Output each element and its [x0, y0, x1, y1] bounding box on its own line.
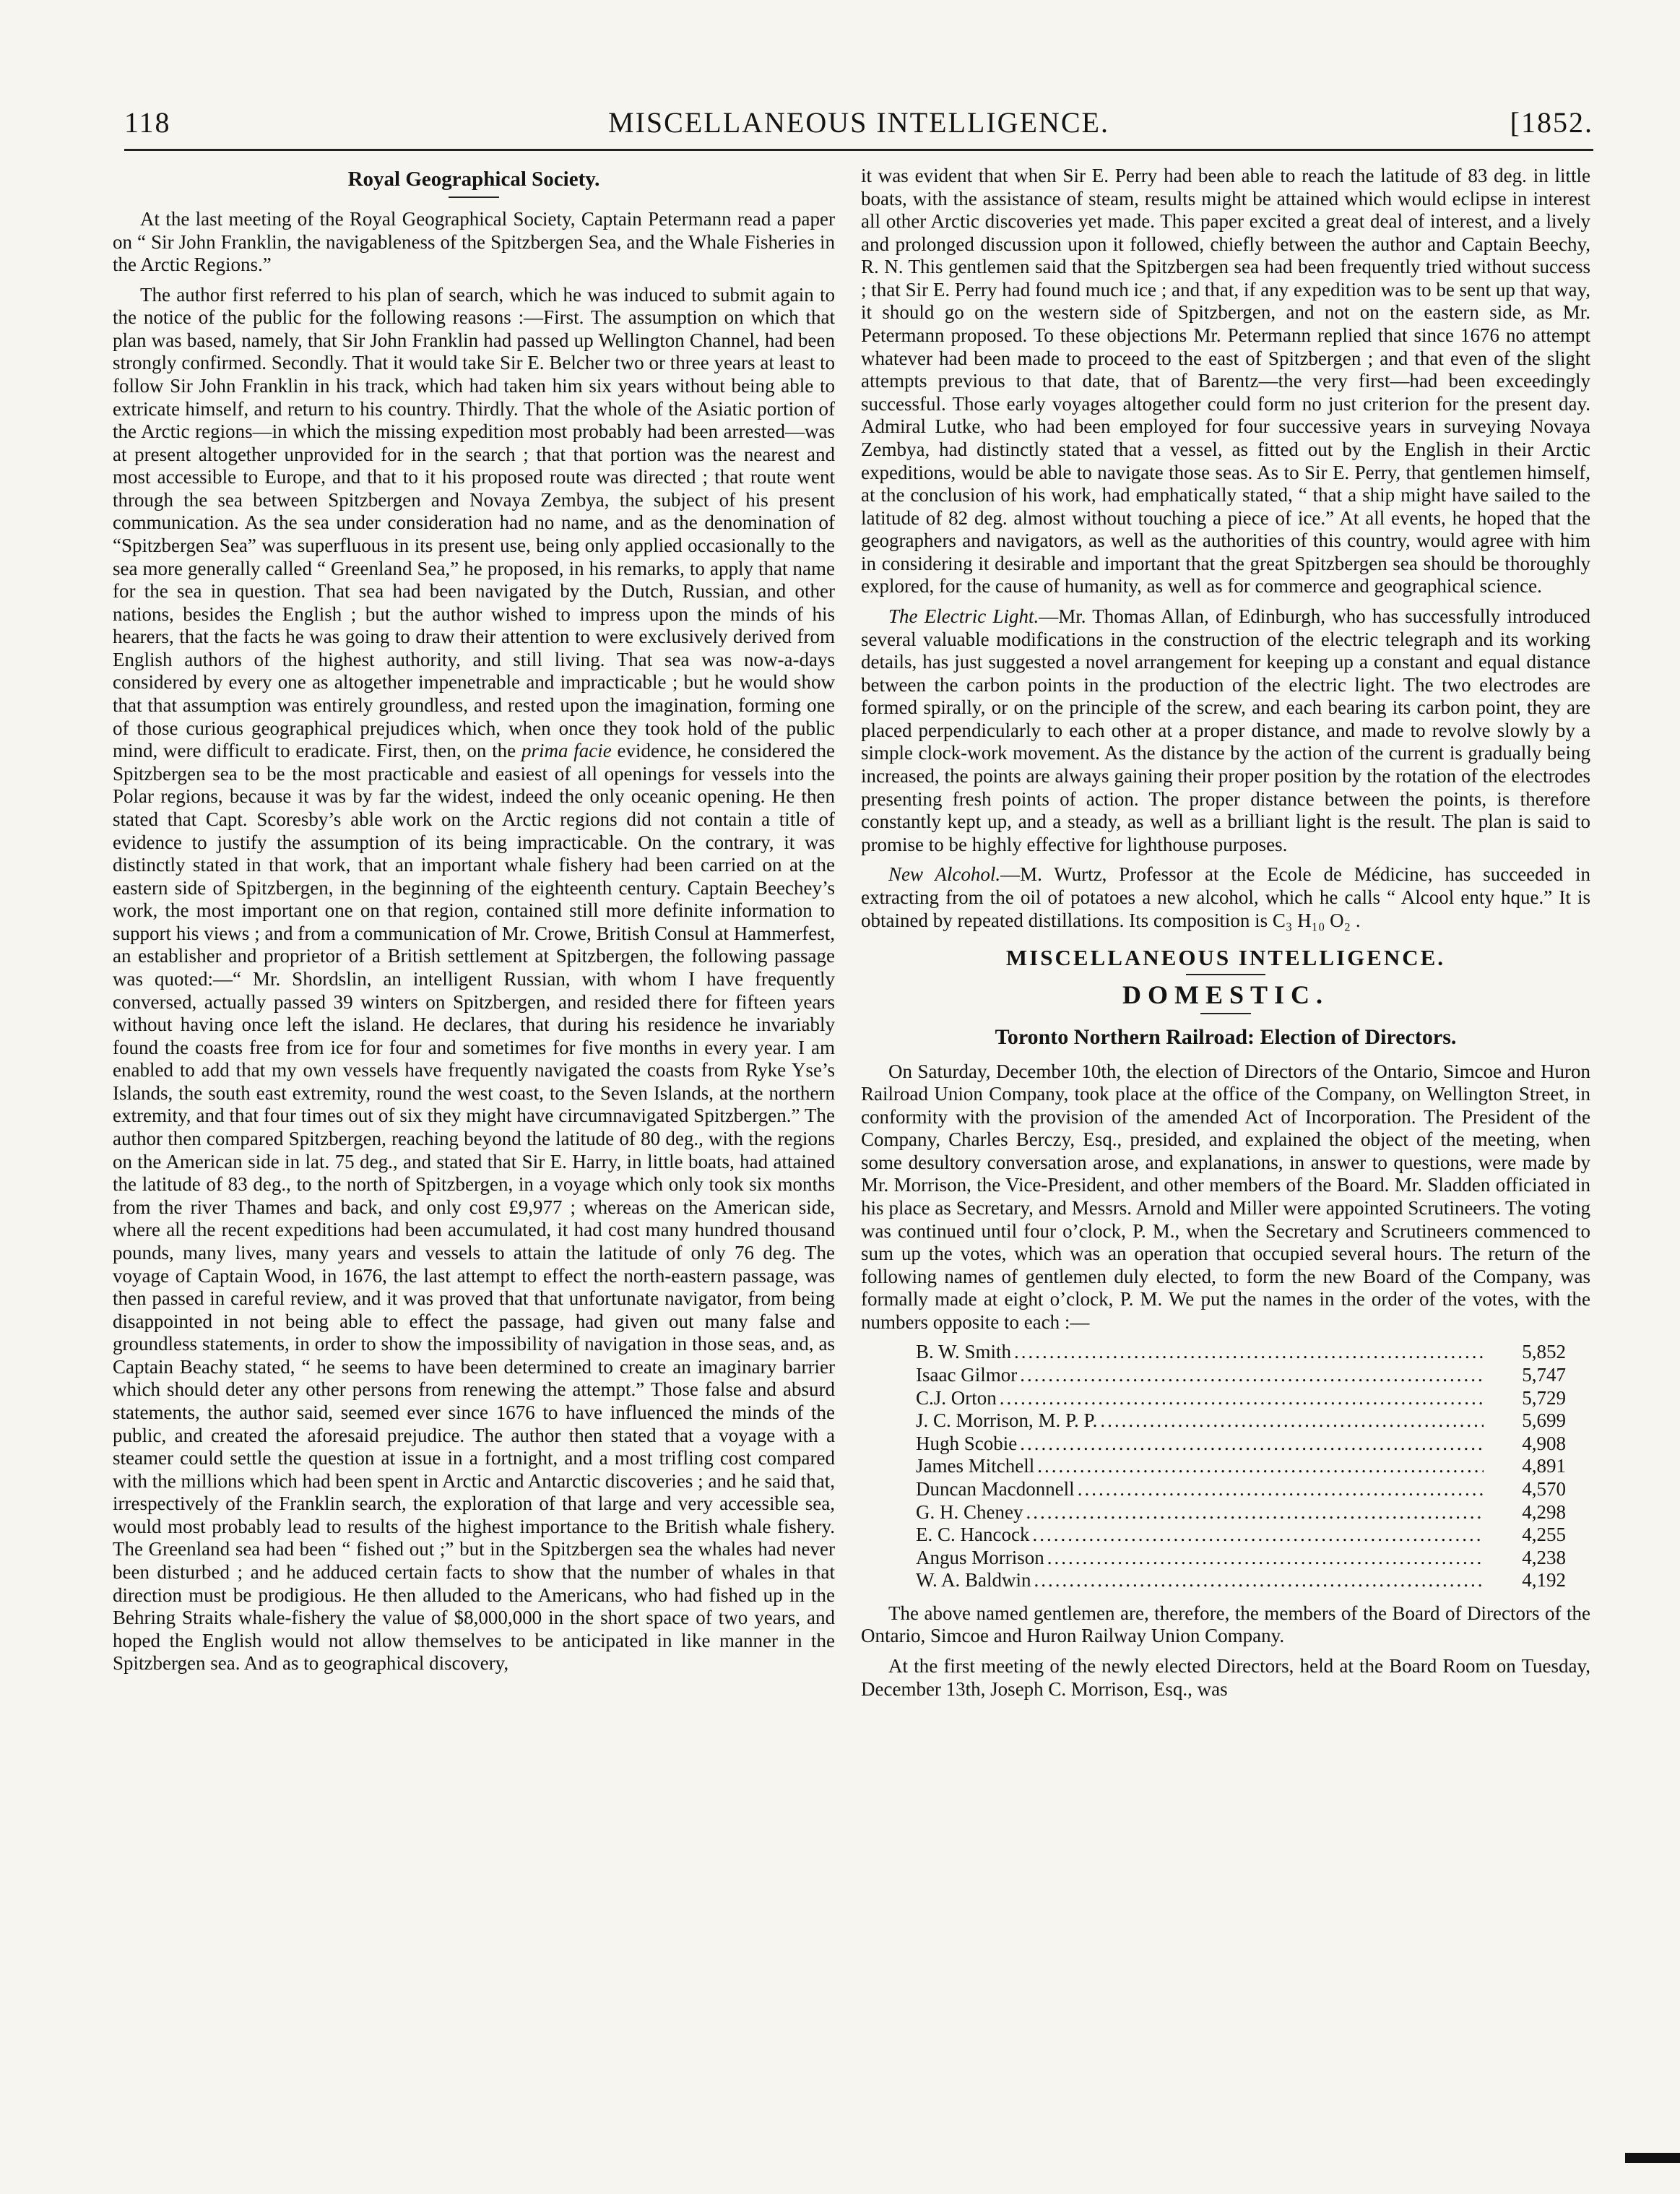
vote-count: 5,699	[1522, 1409, 1566, 1432]
paragraph-author-part-2: evidence, he considered the Spitzbergen sea to be the most practicable and easiest of all openings for vessels into the Polar regions, because it was by far the widest, indeed the only oceanic opening. He then stated that Capt. Scoresby’s able work on the Arctic regions did not contain a title of evidence to justify the assumption of its being impracticable. On the contrary, it was distinctly stated in that work, that an important whale fishery had been carried on at the eastern side of Spitzbergen, in the beginning of the eighteenth century. Captain Beechey’s work, the most important one on that region, contained still more definite information to support his views ; and from a communication of Mr. Crowe, British Consul at Hammerfest, an establisher and proprietor of a British settlement at Spitzbergen, the following passage was quoted:—“ Mr. Shordslin, an intelligent Russian, with whom I have frequently conversed, actually passed 39 winters on Spitzbergen, and resided there for fifteen years without having once left the island. He declares, that during his residence he invariably found the coasts free from ice for four and sometimes for five months in every year. I am enabled to add that my own vessels have frequently navigated the coasts from Ryke Yse’s Islands, the south east extremity, round the west coast, to the Seven Islands, at the northern extremity, and that four times out of six they might have circumnavigated Spitzbergen.” The author then compared Spitzbergen, reaching beyond the latitude of 80 deg., with the regions on the American side in lat. 75 deg., and stated that Sir E. Harry, in little boats, had attained the latitude of 83 deg., to the north of Spitzbergen, in a voyage which only took six months from the river Thames and back, and only cost £9,977 ; whereas on the American side, where all the recent expeditions had been accumulated, it had cost many hundred thousand pounds, many lives, many years and vessels to attain the latitude of only 76 deg. The voyage of Captain Wood, in 1676, the last attempt to effect the north-eastern passage, was then passed in careful review, and it was proved that that unfortunate navigator, from being disappointed in not being able to effect the passage, had given out many false and groundless statements, in order to show the impossibility of navigation in those seas, and, as Captain Beachy stated, “ he seems to have been determined to create an imaginary barrier which should deter any other persons from renewing the attempt.” Those false and absurd statements, the author said, seemed ever since 1676 to have influenced the minds of the public, and created the aforesaid prejudice. The author then stated that a voyage with a steamer could settle the question at issue in a fortnight, and a most trifling cost compared with the millions which had been spent in Arctic and Antarctic discoveries ; and he said that, irrespectively of the Franklin search, the exploration of that large and very accessible sea, would most probably lead to results of the highest importance to the British whale fishery. The Greenland sea had been “ fished out ;” but in the Spitzbergen sea the whales had never been disturbed ; and he adduced certain facts to show that the number of whales in that direction must be prodigious. He then alluded to the Americans, who had fished up in the Behring Straits whale-fishery the value of $8,000,000 in the short space of two years, and hoped the English would not allow themselves to be anticipated in like manner in the Spitzbergen sea. And as to geographical discovery,	[113, 740, 835, 1675]
leader-dots	[1034, 1569, 1484, 1592]
vote-row	[916, 1364, 1566, 1387]
leader-dots	[1014, 1341, 1484, 1364]
vote-row	[916, 1569, 1566, 1592]
leader-dots	[1032, 1524, 1484, 1547]
prima-facie-italic: prima facie	[521, 740, 612, 762]
page-edge-mark	[1625, 2153, 1680, 2163]
director-name: B. W. Smith	[916, 1341, 1012, 1363]
vote-count: 4,255	[1522, 1524, 1566, 1546]
vote-count: 4,298	[1522, 1500, 1566, 1523]
vote-row	[916, 1409, 1566, 1433]
vote-row	[916, 1387, 1566, 1410]
page-number: 118	[124, 106, 171, 139]
header-rule	[124, 149, 1593, 151]
director-name: G. H. Cheney	[916, 1500, 1023, 1523]
misc-title-rule	[1186, 974, 1265, 975]
electric-light-body: —Mr. Thomas Allan, of Edinburgh, who has successfully introduced several valuable modifications in the construction of the electric telegraph and its working details, has just suggested a novel arrangement for keeping up a constant and equal distance between the carbon points in the production of the electric light. The two electrodes are formed spirally, or on the principle of the screw, and each bearing its carbon point, they are placed perpendicularly to each other at a proper distance, and made to revolve slowly by a simple clock-work movement. As the distance by the action of the current is gradually being increased, the points are always gaining their proper position by the rotation of the electrodes presenting fresh points of action. The proper distance between the points, is therefore constantly kept up, and a steady, as well as a brilliant light is the result. The plan is said to promise to be highly effective for lighthouse purposes.	[861, 605, 1590, 855]
paragraph-continued: it was evident that when Sir E. Perry had been able to reach the latitude of 83 deg. in little boats, with the assistance of steam, results might be attained which would eclipse in interest all other Arctic discoveries yet made. This paper excited a great deal of interest, and a lively and prolonged discussion upon it followed, chiefly between the author and Captain Beechy, R. N. This gentlemen said that the Spitzbergen sea had been frequently tried without success ; that Sir E. Perry had found much ice ; and that, if any expedition was to be sent up that way, it should go on the western side of Spitzbergen, and not on the eastern side, as Mr. Petermann proposed. To these objections Mr. Petermann replied that since 1676 no attempt whatever had been made to proceed to the east of Spitzbergen ; and that even of the slight attempts previous to that date, that of Barentz—the very first—had been exceedingly successful. Those early voyages altogether could form no just criterion for the present day. Admiral Lutke, who had been employed for four successive years in surveying Novaya Zembya, had distinctly stated that a vessel, as fitted out by the English in their Arctic expeditions, would be able to navigate those seas. As to Sir E. Perry, that gentlemen himself, at the conclusion of his work, had emphatically stated, “ that a ship might have sailed to the latitude of 82 deg. almost without touching a piece of ice.” At all events, he hoped that the geographers and navigators, as well as the authorities of this country, would agree with him in considering it desirable and important that the great Spitzbergen sea should be thoroughly explored, for the cause of humanity, as well as for commerce and geographical science.	[861, 165, 1590, 597]
year-label: [1852.	[1510, 106, 1593, 139]
vote-row	[916, 1501, 1566, 1524]
section-title-royal-geographical: Royal Geographical Society.	[347, 168, 600, 191]
vote-count: 4,908	[1522, 1432, 1566, 1454]
right-column	[861, 165, 1590, 2086]
director-name: James Mitchell	[916, 1455, 1035, 1477]
misc-intelligence-title: MISCELLANEOUS INTELLIGENCE.	[1005, 945, 1446, 971]
title-rule	[449, 196, 499, 198]
director-name: W. A. Baldwin	[916, 1569, 1031, 1591]
leader-dots	[1026, 1501, 1484, 1524]
vote-row	[916, 1547, 1566, 1570]
paragraph-election: On Saturday, December 10th, the election of Directors of the Ontario, Simcoe and Huron Railroad Union Company, took place at the office of the Company, on Wellington Street, in conformity with the provision of the amended Act of Incorporation. The President of the Company, Charles Berczy, Esq., presided, and explained the object of the meeting, when some desultory conversation arose, and explanations, in answer to questions, were made by Mr. Morrison, the Vice-President, and other members of the Board. Mr. Sladden officiated in his place as Secretary, and Messrs. Arnold and Miller were appointed Scrutineers. The voting was continued until four o’clock, P. M., when the Secretary and Scrutineers commenced to sum up the votes, which was an operation that occupied several hours. The return of the following names of gentlemen duly elected, to form the new Board of the Company, was formally made at eight o’clock, P. M. We put the names in the order of the votes, with the numbers opposite to each :—	[861, 1060, 1590, 1333]
vote-count: 4,238	[1522, 1546, 1566, 1568]
director-name: Duncan Macdonnell	[916, 1477, 1075, 1500]
vote-row	[916, 1478, 1566, 1501]
leader-dots	[1100, 1409, 1484, 1433]
vote-count: 5,852	[1522, 1341, 1566, 1363]
vote-row	[916, 1524, 1566, 1547]
running-header	[124, 105, 1593, 149]
director-name: C.J. Orton	[916, 1386, 997, 1409]
leader-dots	[1020, 1433, 1484, 1456]
vote-count: 4,891	[1522, 1455, 1566, 1477]
electric-light-lead: The Electric Light.	[888, 605, 1039, 627]
director-name: J. C. Morrison, M. P. P.	[916, 1409, 1098, 1432]
running-title: MISCELLANEOUS INTELLIGENCE.	[608, 106, 1109, 139]
vote-count: 5,729	[1522, 1386, 1566, 1409]
new-alcohol-lead: New Alcohol.	[888, 863, 1001, 886]
paragraph-author-part-1: The author first referred to his plan of search, which he was induced to submit again to the notice of the public for the following reasons :—First. The assumption on which that plan was based, namely, that Sir John Franklin had passed up Wellington Channel, had been strongly confirmed. Secondly. That it would take Sir E. Belcher two or three years at least to follow Sir John Franklin in his track, which had taken him six years without being able to extricate himself, and return to his country. Thirdly. That the whole of the Asiatic portion of the Arctic regions—in which the missing expedition most probably had been arrested—was at present altogether unprovided for in the search ; that that portion was the nearest and most accessible to Europe, and that to it his proposed route was directed ; that route went through the sea between Spitzbergen and Novaya Zembya, the subject of his present communication. As the sea under consideration had no name, and as the denomination of “Spitzbergen Sea” was superfluous in its present use, being only applied occasionally to the sea more generally called “ Greenland Sea,” he proposed, in his remarks, to apply that name for the sea in question. That sea had been navigated by the Dutch, Russian, and other nations, besides the English ; but the author wished to impress upon the minds of his hearers, that the facts he was going to draw their attention to were exclusively derived from English authors of the highest authority, and still living. That sea was now-a-days considered by every one as altogether impenetrable and impracticable ; but he would show that that assumption was entirely groundless, and rested upon the imagination, forming one of those curious geographical prejudices which, when once they took hold of the public mind, were difficult to eradicate. First, then, on the	[113, 283, 835, 762]
vote-count: 4,192	[1522, 1569, 1566, 1591]
paragraph-new-alcohol	[861, 863, 1590, 932]
paragraph-board-members: The above named gentlemen are, therefore, the members of the Board of Directors of the Ontario, Simcoe and Huron Railway Union Company.	[861, 1602, 1590, 1647]
vote-count: 4,570	[1522, 1477, 1566, 1500]
director-name: E. C. Hancock	[916, 1524, 1030, 1546]
vote-row	[916, 1341, 1566, 1364]
leader-dots	[1078, 1478, 1484, 1501]
vote-row	[916, 1433, 1566, 1456]
vote-row	[916, 1455, 1566, 1478]
vote-list	[916, 1341, 1566, 1591]
paragraph-author	[113, 284, 835, 1675]
paragraph-first-meeting: At the first meeting of the newly elected Directors, held at the Board Room on Tuesday, December 13th, Joseph C. Morrison, Esq., was	[861, 1655, 1590, 1700]
director-name: Hugh Scobie	[916, 1432, 1018, 1454]
leader-dots	[1000, 1387, 1484, 1410]
paragraph-electric-light	[861, 605, 1590, 856]
leader-dots	[1047, 1547, 1484, 1570]
paragraph-intro: At the last meeting of the Royal Geographical Society, Captain Petermann read a paper on “ Sir John Franklin, the navigableness of the Spitzbergen Sea, and the Whale Fisheries in the Arctic Regions.”	[113, 207, 835, 276]
director-name: Isaac Gilmor	[916, 1364, 1018, 1386]
domestic-heading: DOMESTIC.	[1122, 980, 1330, 1010]
director-name: Angus Morrison	[916, 1546, 1044, 1568]
toronto-railroad-title: Toronto Northern Railroad: Election of Directors.	[995, 1025, 1457, 1050]
left-column	[113, 165, 835, 2086]
vote-count: 5,747	[1522, 1364, 1566, 1386]
leader-dots	[1020, 1364, 1484, 1387]
leader-dots	[1037, 1455, 1484, 1478]
new-alcohol-body: —M. Wurtz, Professor at the Ecole de Médicine, has succeeded in extracting from the oil of potatoes a new alcohol, which he calls “ Alcool enty hque.” It is obtained by repeated distillations. Its composition is C₃ H₁₀ O₂ .	[861, 863, 1590, 931]
domestic-rule	[1200, 1013, 1251, 1014]
